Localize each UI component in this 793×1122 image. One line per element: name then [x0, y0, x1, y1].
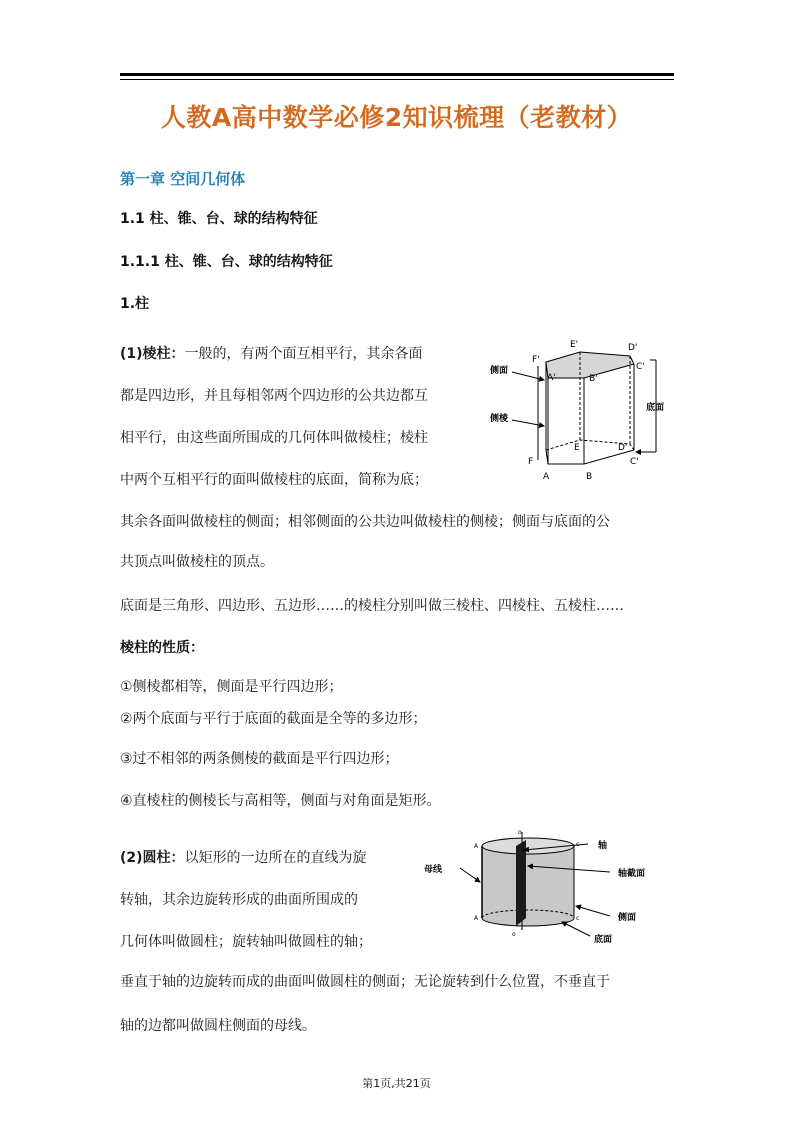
prism-property-2: ②两个底面与平行于底面的截面是全等的多边形； [120, 711, 427, 727]
prism-line-1: (1)棱柱：一般的，有两个面互相平行，其余各面 [120, 346, 423, 362]
cylinder-top-ellipse [482, 838, 574, 854]
prism-heading: (1)棱柱： [120, 346, 185, 362]
label-O-bottom: o [512, 931, 516, 938]
prism-line-3: 相平行，由这些面所围成的几何体叫做棱柱；棱柱 [120, 430, 428, 446]
label-side-face: 侧面 [490, 366, 509, 376]
cylinder-heading: (2)圆柱： [120, 850, 185, 866]
prism-property-3: ③过不相邻的两条侧棱的截面是平行四边形； [120, 751, 399, 767]
label-A-top: A [474, 843, 479, 850]
label-C-bottom: C' [630, 457, 639, 467]
cylinder-line-5: 轴的边都叫做圆柱侧面的母线。 [120, 1018, 316, 1034]
label-axial-section: 轴截面 [618, 869, 646, 879]
label-D-top: D' [628, 343, 638, 353]
label-B: B [586, 472, 593, 482]
prism-line-5: 其余各面叫做棱柱的侧面；相邻侧面的公共边叫做棱柱的侧棱；侧面与底面的公 [120, 514, 610, 530]
prism-line-2: 都是四边形，并且每相邻两个四边形的公共边都互 [120, 388, 428, 404]
prism-line-4: 中两个互相平行的面叫做棱柱的底面，简称为底； [120, 472, 428, 488]
prism-line-7: 底面是三角形、四边形、五边形……的棱柱分别叫做三棱柱、四棱柱、五棱柱…… [120, 598, 624, 614]
label-A: A [543, 472, 550, 482]
label-A-bottom: A [474, 915, 479, 922]
label-C-bottom: c [576, 915, 580, 922]
cylinder-figure [422, 826, 672, 946]
cylinder-body [482, 846, 574, 926]
prism-figure [486, 336, 678, 486]
label-F: F [528, 457, 534, 467]
label-C-top: C' [636, 362, 645, 372]
label-lateral-edge: 侧棱 [490, 414, 509, 424]
label-base: 底面 [594, 935, 613, 945]
label-E-top: E' [570, 340, 579, 350]
cylinder-line-4: 垂直于轴的边旋转而成的曲面叫做圆柱的侧面；无论旋转到什么位置，不垂直于 [120, 974, 610, 990]
section-1-heading: 1.柱 [120, 296, 150, 312]
prism-properties-heading: 棱柱的性质： [120, 640, 204, 656]
label-generatrix: 母线 [424, 865, 443, 875]
cylinder-line-3: 几何体叫做圆柱；旋转轴叫做圆柱的轴； [120, 934, 372, 950]
prism-line-6: 共顶点叫做棱柱的顶点。 [120, 554, 274, 570]
label-D-bottom: D' [618, 443, 628, 453]
page-title: 人教A高中数学必修2知识梳理（老教材） [160, 103, 633, 132]
label-base: 底面 [646, 403, 665, 413]
label-A-top: A' [547, 373, 556, 383]
page-footer: 第1页,共21页 [362, 1077, 431, 1090]
chapter-heading: 第一章 空间几何体 [120, 170, 246, 188]
label-F-top: F' [532, 355, 540, 365]
section-1-1-1-heading: 1.1.1 柱、锥、台、球的结构特征 [120, 254, 333, 270]
axial-section [516, 840, 526, 926]
top-rule-thick [120, 73, 674, 76]
top-rule-thin [120, 79, 674, 80]
label-O-top: o [518, 829, 522, 836]
cylinder-line-2: 转轴，其余边旋转形成的曲面所围成的 [120, 892, 358, 908]
prism-property-1: ①侧棱都相等，侧面是平行四边形； [120, 679, 343, 695]
prism-property-4: ④直棱柱的侧棱长与高相等，侧面与对角面是矩形。 [120, 793, 441, 809]
section-1-1-heading: 1.1 柱、锥、台、球的结构特征 [120, 211, 318, 227]
cylinder-line-1: (2)圆柱：以矩形的一边所在的直线为旋 [120, 850, 367, 866]
label-side-face: 侧面 [618, 913, 637, 923]
label-axis: 轴 [598, 841, 608, 851]
label-E: E [574, 443, 580, 453]
label-C-top: c [576, 841, 580, 848]
label-B-top: B' [589, 374, 598, 384]
